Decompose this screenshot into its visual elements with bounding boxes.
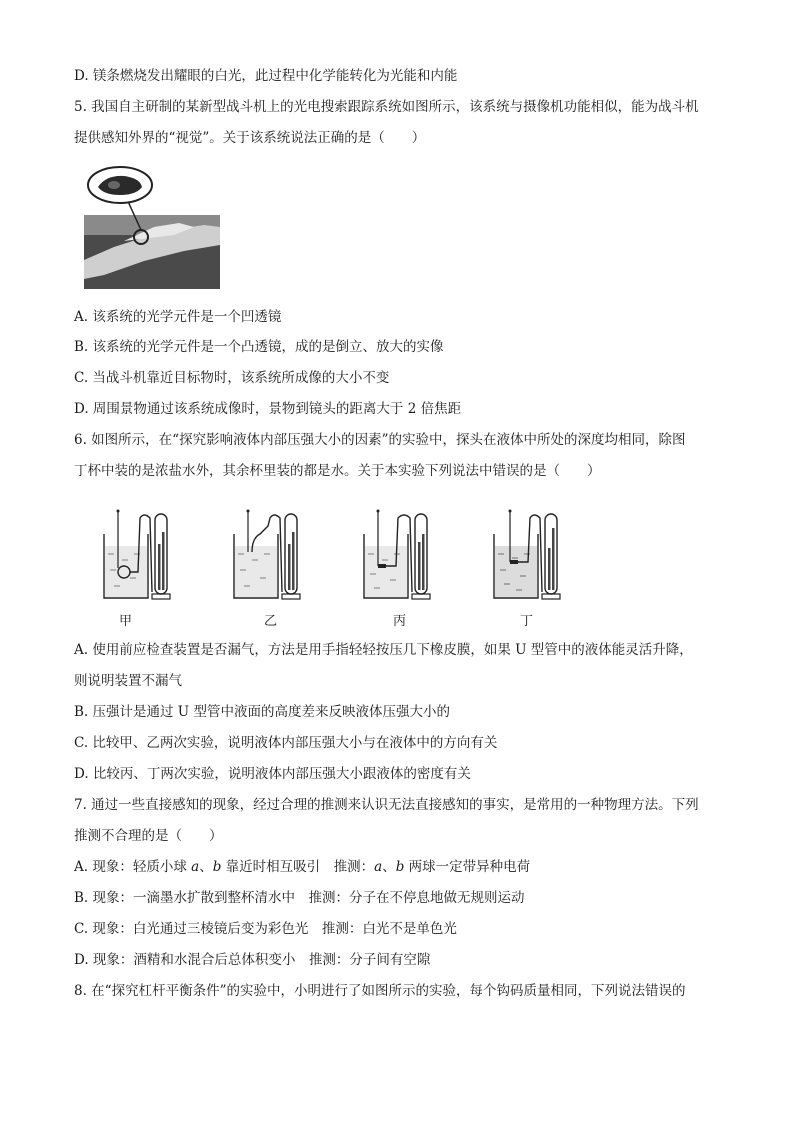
q7-option-a: A. 现象：轻质小球 a、b 靠近时相互吸引 推测：a、b 两球一定带异种电荷 (74, 859, 531, 875)
q7-option-d: D. 现象：酒精和水混合后总体积变小 推测：分子间有空隙 (74, 952, 431, 968)
pressure-apparatus-bing (360, 508, 442, 604)
q6-option-a-line1: A. 使用前应检查装置是否漏气，方法是用手指轻轻按压几下橡皮膜，如果 U 型管中的液体能灵活升降， (74, 642, 693, 658)
q5-option-a: A. 该系统的光学元件是一个凹透镜 (74, 309, 282, 325)
q6-stem-line1: 6. 如图所示，在“探究影响液体内部压强大小的因素”的实验中，探头在液体中所处的深度均相同，除图 (74, 432, 686, 448)
pressure-apparatus-yi (230, 508, 312, 604)
q5-option-c: C. 当战斗机靠近目标物时，该系统所成像的大小不变 (74, 370, 390, 386)
q8-stem-line1: 8. 在“探究杠杆平衡条件”的实验中，小明进行了如图所示的实验，每个钩码质量相同，下列说法错误的 (74, 983, 686, 999)
q5-stem-line2: 提供感知外界的“视觉”。关于该系统说法正确的是（ ） (74, 130, 426, 146)
q6-option-b: B. 压强计是通过 U 型管中液面的高度差来反映液体压强大小的 (74, 704, 450, 720)
q7-stem-line1: 7. 通过一些直接感知的现象，经过合理的推测来认识无法直接感知的事实，是常用的一种物理方法。下列 (74, 797, 699, 813)
q6-option-d: D. 比较丙、丁两次实验，说明液体内部压强大小跟液体的密度有关 (74, 766, 471, 782)
figure-label-yi: 乙 (264, 614, 278, 629)
fighter-jet-photo (84, 165, 220, 289)
q7-option-b: B. 现象：一滴墨水扩散到整杯清水中 推测：分子在不停息地做无规则运动 (74, 890, 525, 906)
figure-label-bing: 丙 (393, 614, 407, 629)
q5-stem-line1: 5. 我国自主研制的某新型战斗机上的光电搜索跟踪系统如图所示，该系统与摄像机功能相似，能为战斗机 (74, 99, 699, 115)
q6-option-a-line2: 则说明装置不漏气 (74, 673, 182, 689)
q6-option-c: C. 比较甲、乙两次实验，说明液体内部压强大小与在液体中的方向有关 (74, 735, 498, 751)
q7-option-c: C. 现象：白光通过三棱镜后变为彩色光 推测：白光不是单色光 (74, 921, 457, 937)
pressure-apparatus-ding (490, 508, 572, 604)
q6-stem-line2: 丁杯中装的是浓盐水外，其余杯里装的都是水。关于本实验下列说法中错误的是（ ） (74, 463, 601, 479)
pressure-apparatus-jia (100, 508, 182, 604)
figure-label-ding: 丁 (520, 614, 534, 629)
q5-option-d: D. 周围景物通过该系统成像时，景物到镜头的距离大于 2 倍焦距 (74, 401, 462, 417)
figure-label-jia: 甲 (119, 614, 133, 629)
q7-stem-line2: 推测不合理的是（ ） (74, 828, 223, 844)
q5-option-b: B. 该系统的光学元件是一个凸透镜，成的是倒立、放大的实像 (74, 339, 444, 355)
q4-option-d: D. 镁条燃烧发出耀眼的白光，此过程中化学能转化为光能和内能 (74, 68, 458, 84)
